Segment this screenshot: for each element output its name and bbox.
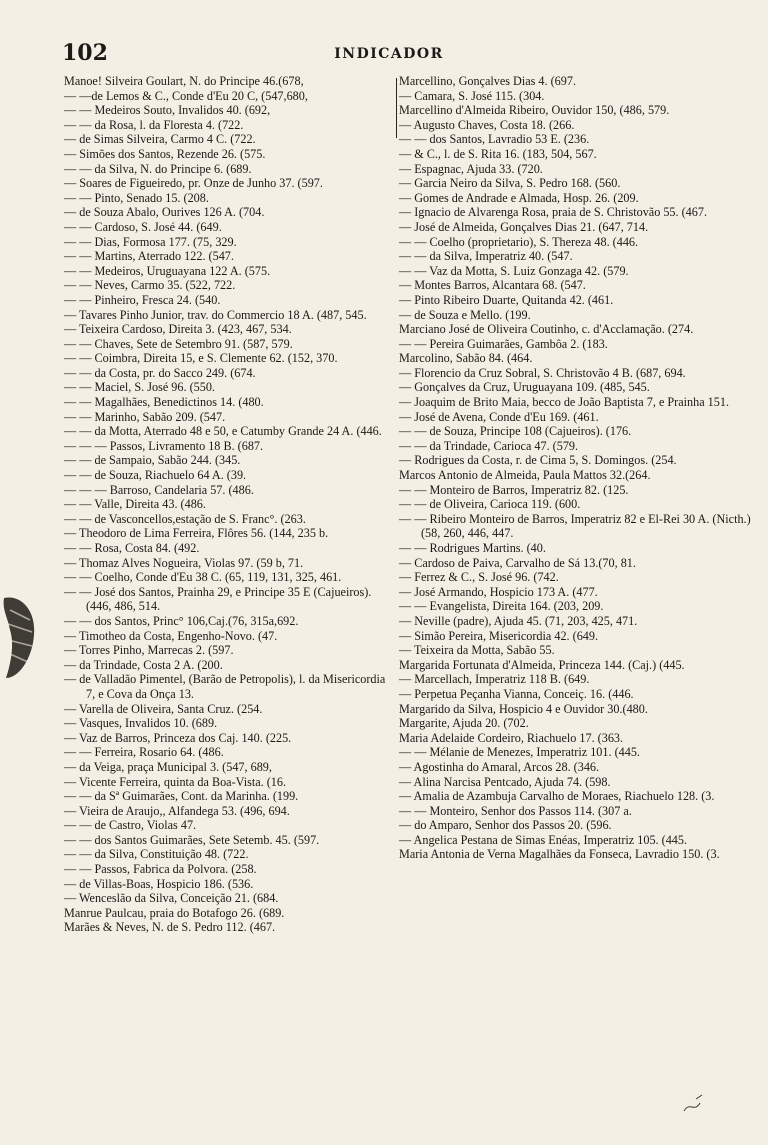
directory-entry: Margarida Fortunata d'Almeida, Princeza 144. (Caj.) (445. (399, 657, 685, 672)
directory-entry: Manrue Paulcau, praia do Botafogo 26. (689. (64, 905, 285, 920)
directory-entry: — Garcia Neiro da Silva, S. Pedro 168. (560. (399, 176, 621, 191)
directory-entry: Marães & Neves, N. de S. Pedro 112. (467. (64, 920, 276, 935)
directory-entry: — Teixeira Cardoso, Direita 3. (423, 467, 534. (64, 322, 292, 337)
directory-entry: — Rodrigues da Costa, r. de Cima 5, S. Domingos. (254. (399, 453, 677, 468)
directory-entry: — de Souza Abalo, Ourives 126 A. (704. (64, 205, 265, 220)
directory-entry: — — da Sª Guimarães, Cont. da Marinha. (199. (64, 789, 299, 804)
directory-entry: — Cardoso de Paiva, Carvalho de Sá 13.(70, 81. (399, 555, 636, 570)
directory-entry: Marcos Antonio de Almeida, Paula Mattos 32.(264. (399, 468, 651, 483)
directory-entry: — Teixeira da Motta, Sabão 55. (399, 643, 555, 658)
column-divider (396, 78, 397, 138)
directory-entry: — Vieira de Araujo,, Alfandega 53. (496, 694. (64, 803, 290, 818)
directory-entry: — — Ferreira, Rosario 64. (486. (64, 745, 224, 760)
directory-entry: — Simões dos Santos, Rezende 26. (575. (64, 146, 266, 161)
directory-entry: — Wenceslão da Silva, Conceição 21. (684. (64, 891, 279, 906)
directory-entry: — — da Motta, Aterrado 48 e 50, e Catumby Grande 24 A. (446. (64, 424, 382, 439)
directory-entry: — — Medeiros Souto, Invalidos 40. (692, (64, 103, 271, 118)
page-stain-mark (0, 590, 40, 685)
directory-entry: — — de Oliveira, Carioca 119. (600. (399, 497, 581, 512)
directory-entry: — — Valle, Direita 43. (486. (64, 497, 206, 512)
directory-entry: — Camara, S. José 115. (304. (399, 88, 545, 103)
directory-entry: Marciano José de Oliveira Coutinho, c. d'Acclamação. (274. (399, 322, 694, 337)
directory-entry: — Tavares Pinho Junior, trav. do Commercio 18 A. (487, 545. (64, 307, 367, 322)
directory-entry: Maria Adelaide Cordeiro, Riachuelo 17. (363. (399, 730, 624, 745)
directory-entry: — — de Souza, Principe 108 (Cajueiros). (176. (399, 424, 632, 439)
directory-entry: — Varella de Oliveira, Santa Cruz. (254. (64, 701, 263, 716)
directory-entry: — de Simas Silveira, Carmo 4 C. (722. (64, 132, 256, 147)
directory-entry: — & C., l. de S. Rita 16. (183, 504, 567. (399, 146, 597, 161)
directory-entry: — Ignacio de Alvarenga Rosa, praia de S. Christovão 55. (467. (399, 205, 708, 220)
directory-entry: — Torres Pinho, Marrecas 2. (597. (64, 643, 234, 658)
directory-entry: — — da Costa, pr. do Sacco 249. (674. (64, 365, 256, 380)
directory-entry: — José de Almeida, Gonçalves Dias 21. (647, 714. (399, 219, 649, 234)
directory-entry: — Gonçalves da Cruz, Uruguayana 109. (485, 545. (399, 380, 650, 395)
directory-entry: Manoe! Silveira Goulart, N. do Principe 46.(678, (64, 74, 304, 88)
directory-entry: — do Amparo, Senhor dos Passos 20. (596. (399, 818, 612, 833)
directory-entry: — Soares de Figueiredo, pr. Onze de Junho 37. (597. (64, 176, 323, 191)
directory-entry: — — Rosa, Costa 84. (492. (64, 541, 200, 555)
directory-entry: — José Armando, Hospicio 173 A. (477. (399, 584, 598, 599)
directory-entry: — — Monteiro, Senhor dos Passos 114. (307 a. (399, 803, 632, 818)
directory-entry: — — Rodrigues Martins. (40. (399, 541, 546, 555)
directory-entry: — Montes Barros, Alcantara 68. (547. (399, 278, 586, 293)
directory-entry: — Simão Pereira, Misericordia 42. (649. (399, 628, 599, 643)
directory-entry: — da Veiga, praça Municipal 3. (547, 689, (64, 759, 272, 774)
directory-entry: — — Coelho, Conde d'Eu 38 C. (65, 119, 131, 325, 461. (64, 570, 342, 585)
directory-entry: — — Pereira Guimarães, Gambôa 2. (183. (399, 336, 608, 351)
directory-entry: — Joaquim de Brito Maia, becco de João Baptista 7, e Prainha 151. (399, 395, 730, 410)
directory-entry: — Espagnac, Ajuda 33. (720. (399, 161, 543, 176)
directory-entry: — — Pinheiro, Fresca 24. (540. (64, 292, 221, 307)
directory-entry: — — da Silva, Constituição 48. (722. (64, 847, 249, 862)
directory-entry: — — de Souza, Riachuelo 64 A. (39. (64, 468, 247, 483)
directory-entry: Maria Antonia de Verna Magalhães da Fonseca, Lavradio 150. (3. (399, 847, 720, 862)
directory-entry: — — Coimbra, Direita 15, e S. Clemente 62. (152, 370. (64, 351, 338, 366)
directory-entry: — — — Barroso, Candelaria 57. (486. (64, 482, 254, 497)
directory-entry: — — Medeiros, Uruguayana 122 A. (575. (64, 263, 271, 278)
directory-entry: — — Ribeiro Monteiro de Barros, Imperatriz 82 e El-Rei 30 A. (Nicth.) (58, 260, 446, 447. (399, 511, 751, 541)
left-column (64, 74, 394, 935)
directory-entry: — — da Trindade, Carioca 47. (579. (399, 438, 579, 453)
directory-entry: — da Trindade, Costa 2 A. (200. (64, 657, 223, 672)
directory-entry: Margarido da Silva, Hospicio 4 e Ouvidor 30.(480. (399, 701, 648, 716)
directory-entry: — Augusto Chaves, Costa 18. (266. (399, 117, 575, 132)
directory-entry: — — dos Santos, Lavradio 53 E. (236. (399, 132, 590, 147)
directory-entry: — — Dias, Formosa 177. (75, 329. (64, 234, 237, 249)
directory-entry: — — Neves, Carmo 35. (522, 722. (64, 278, 236, 293)
directory-entry: — — Magalhães, Benedictinos 14. (480. (64, 395, 264, 410)
directory-entry: — Alina Narcisa Pentcado, Ajuda 74. (598. (399, 774, 611, 789)
directory-entry: — —de Lemos & C., Conde d'Eu 20 C, (547,680, (64, 88, 308, 103)
directory-entry: Margarite, Ajuda 20. (702. (399, 716, 529, 731)
directory-entry: — Perpetua Peçanha Vianna, Conceiç. 16. (446. (399, 686, 634, 701)
directory-entry: — — Mélanie de Menezes, Imperatriz 101. (445. (399, 745, 640, 760)
directory-entry: — Theodoro de Lima Ferreira, Flôres 56. (144, 235 b. (64, 526, 329, 541)
directory-entry: — — de Sampaio, Sabão 244. (345. (64, 453, 241, 468)
directory-entry: Marcellino, Gonçalves Dias 4. (697. (399, 74, 577, 88)
directory-entry: — Ferrez & C., S. José 96. (742. (399, 570, 559, 585)
directory-entry: — — da Silva, Imperatriz 40. (547. (399, 249, 573, 264)
directory-entry: — de Villas-Boas, Hospicio 186. (536. (64, 876, 254, 891)
directory-entry: — — Passos, Fabrica da Polvora. (258. (64, 862, 257, 877)
pencil-mark (680, 1093, 710, 1117)
directory-entry: — Florencio da Cruz Sobral, S. Christovão 4 B. (687, 694. (399, 365, 686, 380)
directory-entry: — — José dos Santos, Prainha 29, e Principe 35 E (Cajueiros). (446, 486, 514. (64, 584, 372, 614)
directory-entry: — — dos Santos Guimarães, Sete Setemb. 45. (597. (64, 832, 320, 847)
directory-entry: — Thomaz Alves Nogueira, Violas 97. (59 b, 71. (64, 555, 304, 570)
directory-entry: — — Martins, Aterrado 122. (547. (64, 249, 234, 264)
directory-entry: — Angelica Pestana de Simas Enéas, Imperatriz 105. (445. (399, 832, 688, 847)
directory-entry: — — Pinto, Senado 15. (208. (64, 190, 209, 205)
directory-entry: — Timotheo da Costa, Engenho-Novo. (47. (64, 628, 278, 643)
directory-entry: — — da Silva, N. do Principe 6. (689. (64, 161, 252, 176)
directory-entry: — — Coelho (proprietario), S. Thereza 48. (446. (399, 234, 639, 249)
directory-entry: — — Marinho, Sabão 209. (547. (64, 409, 226, 424)
directory-entry: — Neville (padre), Ajuda 45. (71, 203, 425, 471. (399, 613, 638, 628)
right-column (399, 74, 759, 862)
directory-entry: — Vaz de Barros, Princeza dos Caj. 140. (225. (64, 730, 292, 745)
directory-entry: — de Valladão Pimentel, (Barão de Petropolis), l. da Misericordia 7, e Cova da Onça 13. (64, 672, 386, 701)
directory-entry: — Marcellach, Imperatriz 118 B. (649. (399, 672, 590, 687)
directory-entry: — Vicente Ferreira, quinta da Boa-Vista. (16. (64, 774, 287, 789)
directory-entry: — — Monteiro de Barros, Imperatriz 82. (125. (399, 482, 629, 497)
directory-entry: — Gomes de Andrade e Almada, Hosp. 26. (209. (399, 190, 639, 205)
directory-entry: Marcellino d'Almeida Ribeiro, Ouvidor 150, (486, 579. (399, 103, 670, 118)
page-header (62, 40, 716, 70)
directory-entry: — Vasques, Invalidos 10. (689. (64, 716, 218, 731)
directory-entry: Marcolino, Sabão 84. (464. (399, 351, 533, 366)
directory-entry: — José de Avena, Conde d'Eu 169. (461. (399, 409, 599, 424)
directory-entry: — Agostinha do Amaral, Arcos 28. (346. (399, 759, 600, 774)
directory-entry: — — dos Santos, Princ° 106,Caj.(76, 315a,692. (64, 613, 299, 628)
directory-entry: — — Maciel, S. José 96. (550. (64, 380, 215, 395)
page-number: 102 (62, 40, 108, 66)
directory-entry: — Pinto Ribeiro Duarte, Quitanda 42. (461. (399, 292, 614, 307)
directory-entry: — — Chaves, Sete de Setembro 91. (587, 579. (64, 336, 293, 351)
directory-entry: — Amalia de Azambuja Carvalho de Moraes, Riachuelo 128. (3. (399, 789, 715, 804)
directory-entry: — — de Castro, Violas 47. (64, 818, 197, 833)
directory-entry: — — — Passos, Livramento 18 B. (687. (64, 438, 264, 453)
directory-entry: — — de Vasconcellos,estação de S. Franc°. (263. (64, 511, 306, 526)
directory-entry: — de Souza e Mello. (199. (399, 307, 531, 322)
directory-entry: — — Evangelista, Direita 164. (203, 209. (399, 599, 604, 614)
running-title: INDICADOR (334, 46, 444, 62)
directory-entry: — — Cardoso, S. José 44. (649. (64, 219, 222, 234)
directory-entry: — — Vaz da Motta, S. Luiz Gonzaga 42. (579. (399, 263, 629, 278)
directory-entry: — — da Rosa, l. da Floresta 4. (722. (64, 117, 244, 132)
